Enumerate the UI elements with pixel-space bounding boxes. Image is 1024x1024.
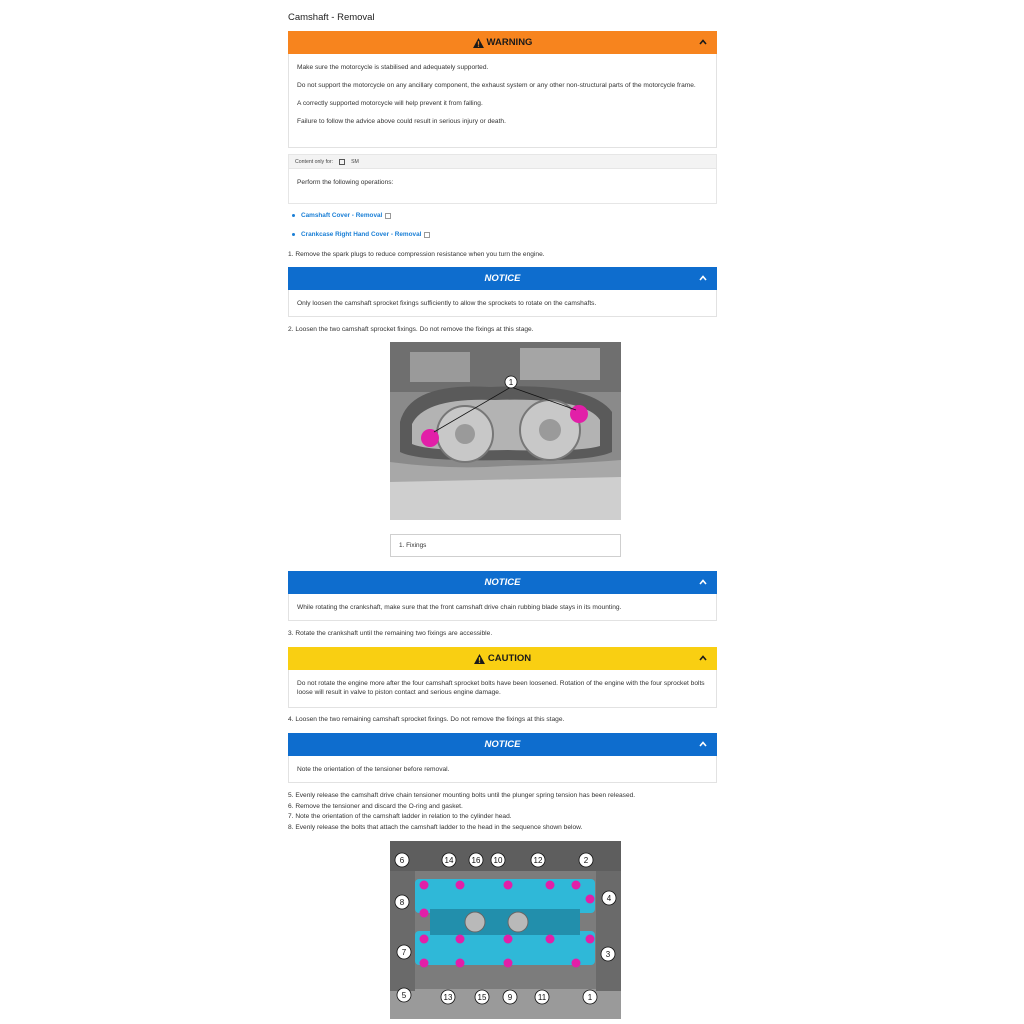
ladder-bolt [456, 959, 465, 968]
warning-text: Make sure the motorcycle is stabilised and adequately supported. [297, 64, 489, 71]
ladder-bolt [420, 881, 429, 890]
callout-number: 2 [583, 856, 589, 865]
caution-label: CAUTION [487, 653, 532, 664]
warning-body [288, 54, 717, 148]
step-4: 4. Loosen the two remaining camshaft sprocket fixings. Do not remove the fixings at this stage. [288, 716, 565, 723]
chevron-up-icon[interactable] [699, 578, 707, 586]
warning-text: Failure to follow the advice above could result in serious injury or death. [297, 118, 506, 125]
notice-header[interactable] [288, 733, 717, 756]
camshaft-sprocket-figure [390, 342, 621, 520]
link-label[interactable]: Crankcase Right Hand Cover - Removal [301, 231, 422, 238]
ladder-bolt [420, 935, 429, 944]
step-5: 5. Evenly release the camshaft drive chain tensioner mounting bolts until the plunger spring tension has been released. [288, 792, 636, 799]
ladder-bolt [420, 959, 429, 968]
step-1: 1. Remove the spark plugs to reduce compression resistance when you turn the engine. [288, 251, 545, 258]
ladder-bolt [586, 935, 595, 944]
bullet-icon [292, 214, 295, 217]
ladder-bolt [504, 959, 513, 968]
callout-number: 9 [507, 993, 513, 1002]
fixing-bolt [570, 405, 588, 423]
callout-number: 1 [508, 378, 514, 387]
perform-box [288, 169, 717, 204]
callout-number: 8 [399, 898, 405, 907]
callout-number: 10 [493, 856, 503, 865]
ladder-bolt [504, 935, 513, 944]
link-camshaft-cover-removal[interactable] [292, 212, 391, 219]
ladder-bolt [572, 881, 581, 890]
figure-caption: 1. Fixings [390, 534, 621, 557]
chevron-up-icon[interactable] [699, 740, 707, 748]
callout-number: 11 [537, 993, 547, 1002]
step-7: 7. Note the orientation of the camshaft ladder in relation to the cylinder head. [288, 813, 512, 820]
warning-text: A correctly supported motorcycle will help prevent it from falling. [297, 100, 483, 107]
camshaft-ladder-figure [390, 841, 621, 1019]
ladder-bolt [456, 935, 465, 944]
perform-text: Perform the following operations: [297, 179, 394, 186]
warning-header[interactable] [288, 31, 717, 54]
page-title: Camshaft - Removal [288, 12, 375, 23]
caution-triangle-icon [474, 654, 485, 664]
warning-triangle-icon [473, 38, 484, 48]
notice-label: NOTICE [484, 577, 521, 588]
callout-number: 5 [401, 991, 407, 1000]
link-label[interactable]: Camshaft Cover - Removal [301, 212, 383, 219]
chevron-up-icon[interactable] [699, 654, 707, 662]
callout-number: 1 [587, 993, 593, 1002]
callout-number: 6 [399, 856, 405, 865]
step-2: 2. Loosen the two camshaft sprocket fixings. Do not remove the fixings at this stage. [288, 326, 534, 333]
chevron-up-icon[interactable] [699, 38, 707, 46]
ladder-bolt [546, 935, 555, 944]
notice-body [288, 594, 717, 621]
fixing-bolt [421, 429, 439, 447]
step-8: 8. Evenly release the bolts that attach the camshaft ladder to the head in the sequence shown below. [288, 823, 583, 831]
callout-number: 15 [477, 993, 487, 1002]
ladder-bolt [456, 881, 465, 890]
ladder-bolt [546, 881, 555, 890]
notice-text: Note the orientation of the tensioner before removal. [297, 766, 450, 773]
caution-header[interactable] [288, 647, 717, 670]
notice-text: While rotating the crankshaft, make sure that the front camshaft drive chain rubbing blade stays in its mounting. [297, 604, 622, 611]
caution-body [288, 670, 717, 708]
notice-text: Only loosen the camshaft sprocket fixings sufficiently to allow the sprockets to rotate on the camshafts. [297, 300, 597, 307]
content-filter-label: Content only for: [295, 158, 334, 165]
checkbox-icon[interactable] [339, 159, 345, 165]
external-link-icon[interactable] [385, 213, 391, 219]
bullet-icon [292, 233, 295, 236]
warning-text: Do not support the motorcycle on any ancillary component, the exhaust system or any other non-structural parts of the motorcycle frame. [297, 82, 696, 89]
callout-number: 12 [533, 856, 543, 865]
content-filter [288, 154, 717, 169]
callout-number: 7 [401, 948, 407, 957]
callout-number: 3 [605, 950, 611, 959]
callout-number: 14 [444, 856, 454, 865]
step-3: 3. Rotate the crankshaft until the remaining two fixings are accessible. [288, 630, 493, 637]
notice-label: NOTICE [484, 739, 521, 750]
notice-header[interactable] [288, 267, 717, 290]
callout-number: 4 [606, 894, 612, 903]
content-filter-value: SM [351, 158, 359, 165]
notice-body [288, 290, 717, 317]
ladder-bolt [504, 881, 513, 890]
callout-number: 16 [471, 856, 481, 865]
link-crankcase-cover-removal[interactable] [292, 231, 430, 238]
ladder-bolt [586, 895, 595, 904]
notice-body [288, 756, 717, 783]
ladder-bolt [572, 959, 581, 968]
external-link-icon[interactable] [424, 232, 430, 238]
callout-number: 13 [443, 993, 453, 1002]
notice-header[interactable] [288, 571, 717, 594]
ladder-bolt [420, 909, 429, 918]
step-6: 6. Remove the tensioner and discard the O-ring and gasket. [288, 802, 463, 810]
caution-text: Do not rotate the engine more after the four camshaft sprocket bolts have been loosened. Rotation of the engine with the four sprocket bolts loose will result in valve to piston contact and serious engine damage. [297, 680, 705, 696]
chevron-up-icon[interactable] [699, 274, 707, 282]
notice-label: NOTICE [484, 273, 521, 284]
warning-label: WARNING [486, 37, 533, 48]
